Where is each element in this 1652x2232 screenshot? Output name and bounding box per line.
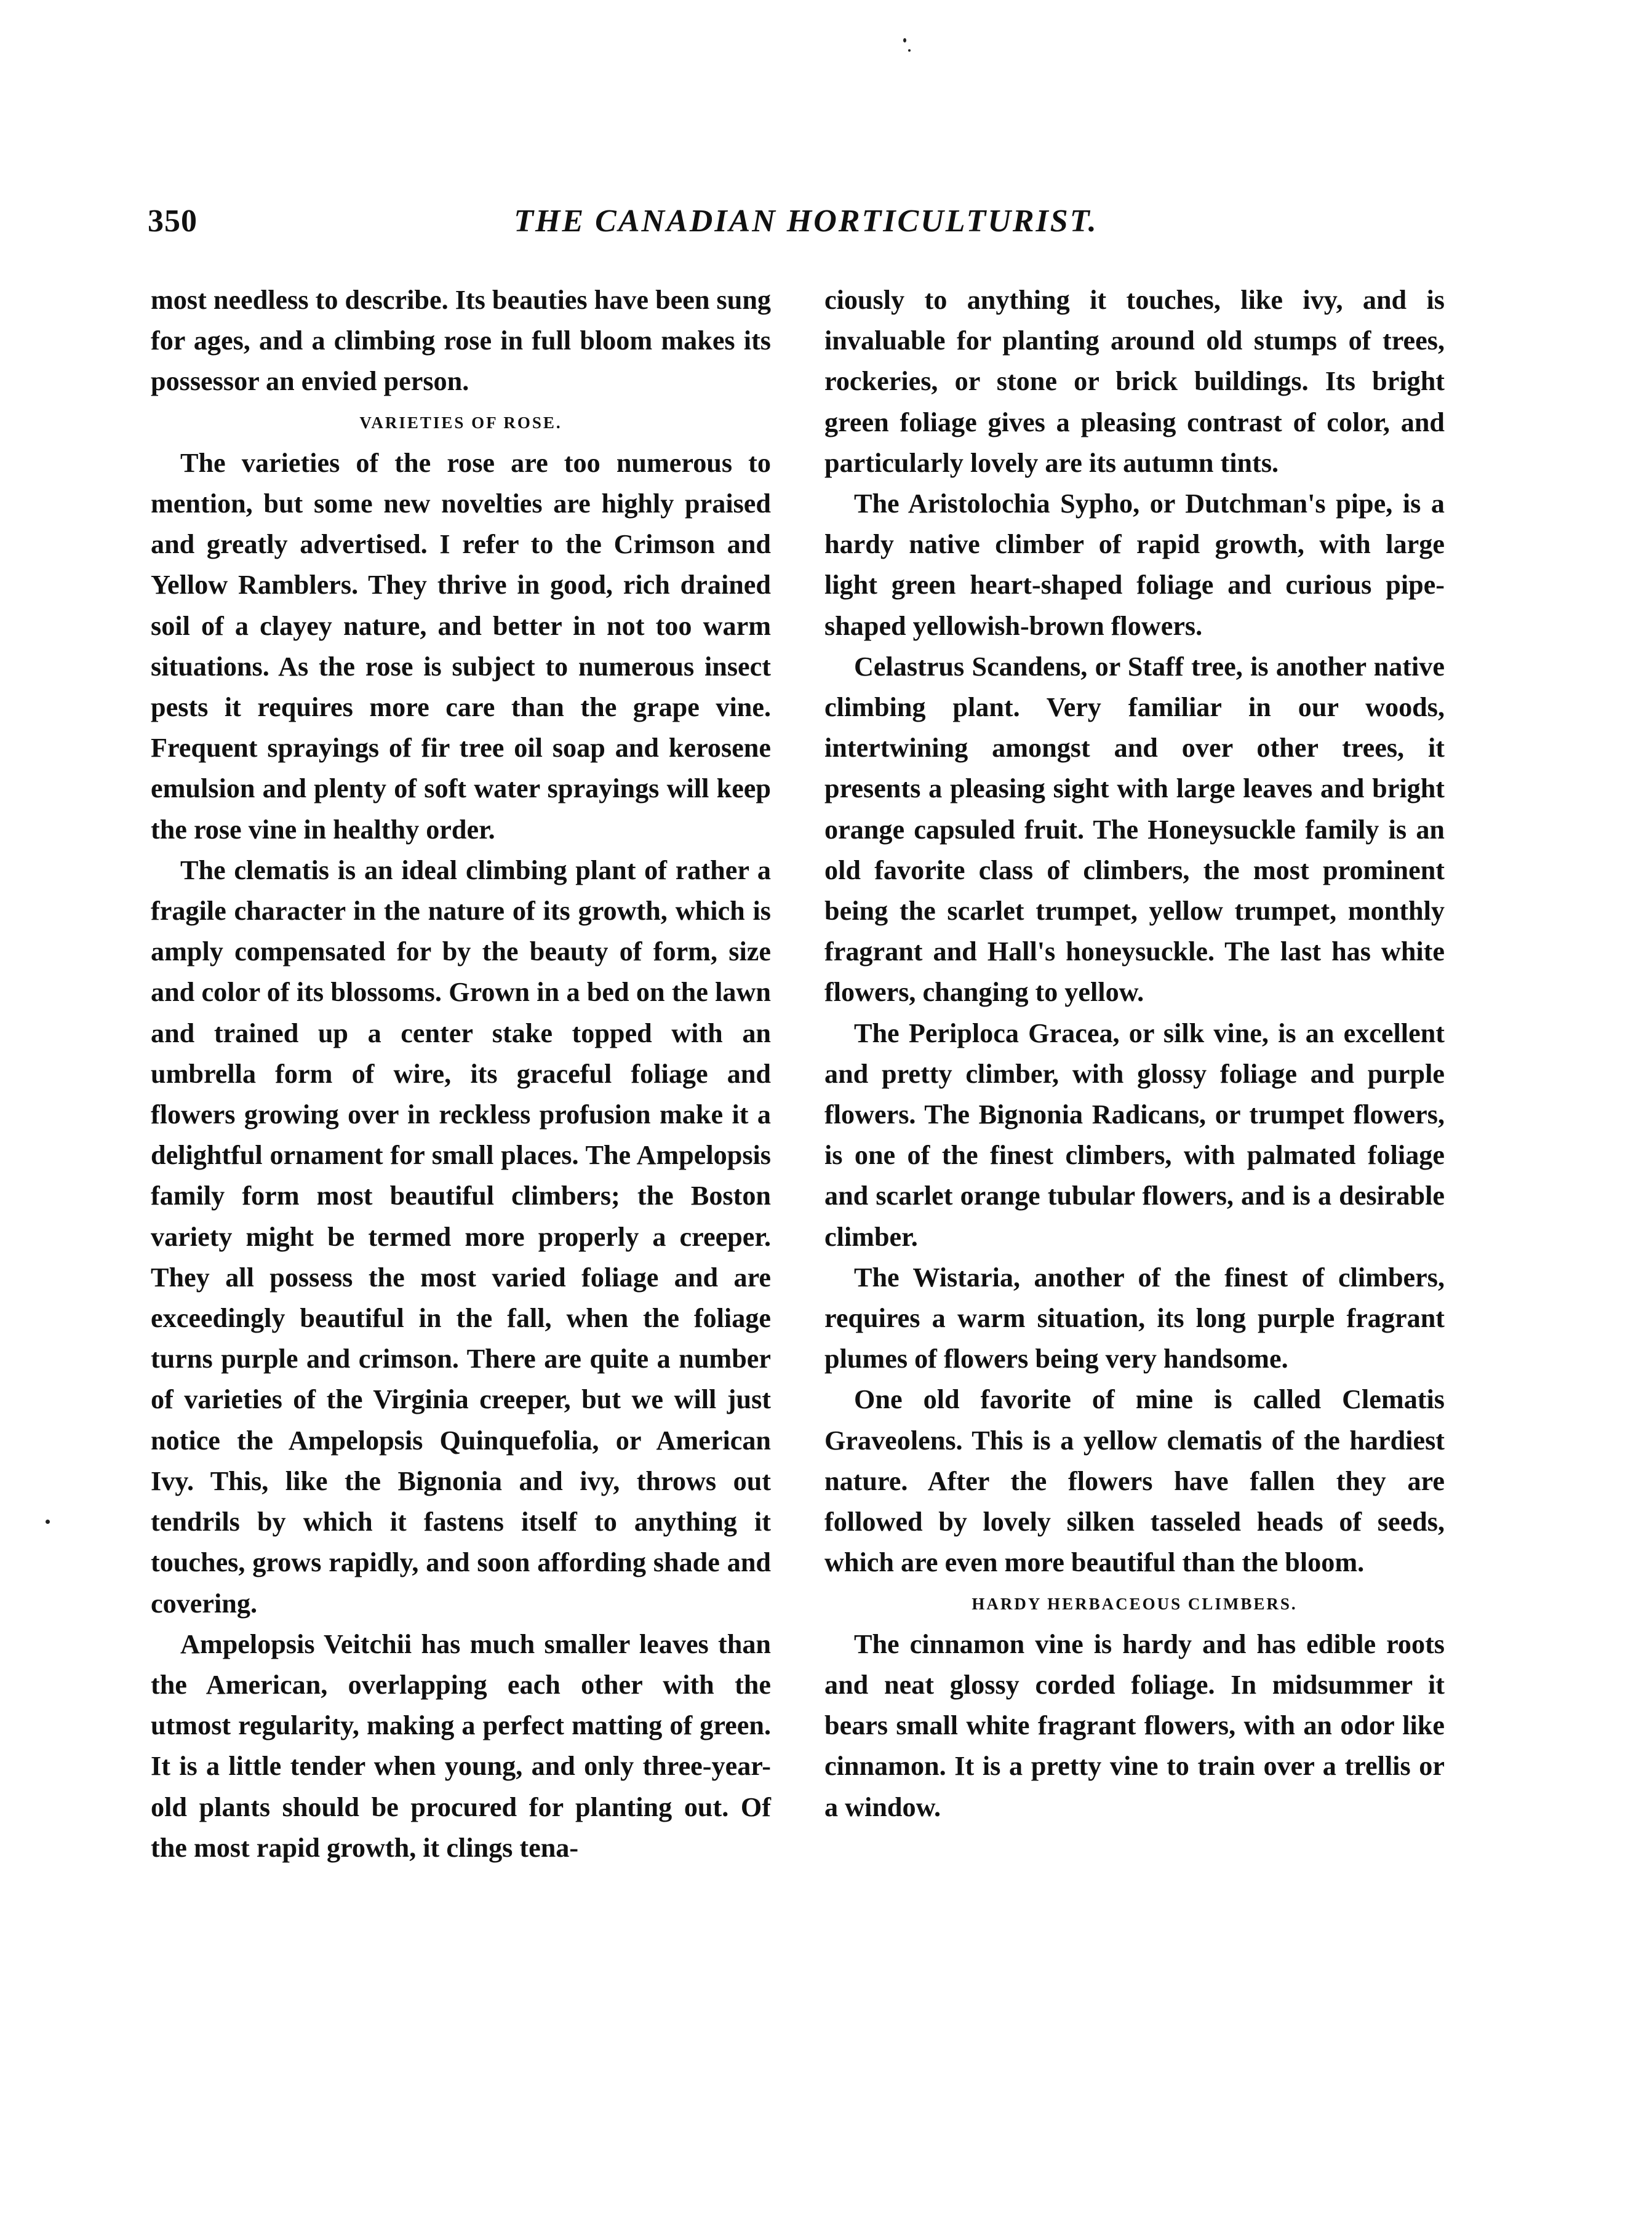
right-column bbox=[824, 280, 1445, 1828]
scan-speck bbox=[46, 1520, 50, 1524]
paragraph: most needless to describe. Its beauties have been sung for ages, and a climbing rose in full bloom makes its possessor an envied person. bbox=[151, 285, 771, 397]
paragraph: Ampelopsis Veitchii has much smaller leaves than the American, overlapping each other with the utmost regularity, making a perfect matting of green. It is a little tender when young, and only three-year-old plants should be procured for planting out. Of the most rapid growth, it clings tena- bbox=[151, 1628, 771, 1863]
paragraph: The Periploca Gracea, or silk vine, is an excellent and pretty climber, with glossy foliage and purple flowers. The Bignonia Radicans, or trumpet flowers, is one of the finest climbers, with palmated foliage and scarlet orange tubular flowers, and is a desirable climber. bbox=[824, 1018, 1445, 1252]
page-header bbox=[148, 203, 1464, 252]
section-heading-varieties-of-rose: VARIETIES OF ROSE. bbox=[359, 413, 562, 432]
paragraph: The clematis is an ideal climbing plant of rather a fragile character in the nature of its growth, which is amply compensated for by the beauty of form, size and color of its blossoms. Grown in a bed on the lawn and trained up a center stake topped with an umbrella form of wire, its graceful foliage and flowers growing over in reckless profusion make it a delightful ornament for small places. The Ampelopsis family form most beautiful climbers; the Boston variety might be termed more properly a creeper. They all possess the most varied foliage and are exceedingly beautiful in the fall, when the foliage turns purple and crimson. There are quite a number of varieties of the Virginia creeper, but we will just notice the Ampelopsis Quinquefolia, or American Ivy. This, like the Bignonia and ivy, throws out tendrils by which it fastens itself to anything it touches, grows rapidly, and soon affording shade and covering. bbox=[151, 855, 771, 1619]
running-title: THE CANADIAN HORTICULTURIST. bbox=[514, 204, 1098, 239]
paragraph: The cinnamon vine is hardy and has edible roots and neat glossy corded foliage. In midsummer it bears small white fragrant flowers, with an odor like cinnamon. It is a pretty vine to train over a trellis or a window. bbox=[824, 1628, 1445, 1822]
left-column bbox=[151, 280, 771, 1868]
paragraph: The Aristolochia Sypho, or Dutchman's pipe, is a hardy native climber of rapid growth, with large light green heart-shaped foliage and curious pipe-shaped yellowish-brown flowers. bbox=[824, 488, 1445, 641]
paragraph: The Wistaria, another of the finest of climbers, requires a warm situation, its long purple fragrant plumes of flowers being very handsome. bbox=[824, 1262, 1445, 1374]
paragraph: One old favorite of mine is called Clematis Graveolens. This is a yellow clematis of the hardiest nature. After the flowers have fallen they are followed by lovely silken tasseled heads of seeds, which are even more beautiful than the bloom. bbox=[824, 1384, 1445, 1578]
page-number: 350 bbox=[148, 204, 198, 239]
paragraph: The varieties of the rose are too numerous to mention, but some new novelties are highly praised and greatly advertised. I refer to the Crimson and Yellow Ramblers. They thrive in good, rich drained soil of a clayey nature, and better in not too warm situations. As the rose is subject to numerous insect pests it requires more care than the grape vine. Frequent sprayings of fir tree oil soap and kerosene emulsion and plenty of soft water sprayings will keep the rose vine in healthy order. bbox=[151, 447, 771, 845]
scan-speck bbox=[908, 49, 911, 52]
scan-speck bbox=[903, 38, 906, 42]
paragraph: ciously to anything it touches, like ivy, and is invaluable for planting around old stumps of trees, rockeries, or stone or brick buildings. Its bright green foliage gives a pleasing contrast of color, and particularly lovely are its autumn tints. bbox=[824, 285, 1445, 478]
section-heading-hardy-herbaceous-climbers: HARDY HERBACEOUS CLIMBERS. bbox=[972, 1594, 1298, 1613]
paragraph: Celastrus Scandens, or Staff tree, is another native climbing plant. Very familiar in our woods, intertwining amongst and over other trees, it presents a pleasing sight with large leaves and bright orange capsuled fruit. The Honeysuckle family is an old favorite class of climbers, the most prominent being the scarlet trumpet, yellow trumpet, monthly fragrant and Hall's honeysuckle. The last has white flowers, changing to yellow. bbox=[824, 651, 1445, 1008]
